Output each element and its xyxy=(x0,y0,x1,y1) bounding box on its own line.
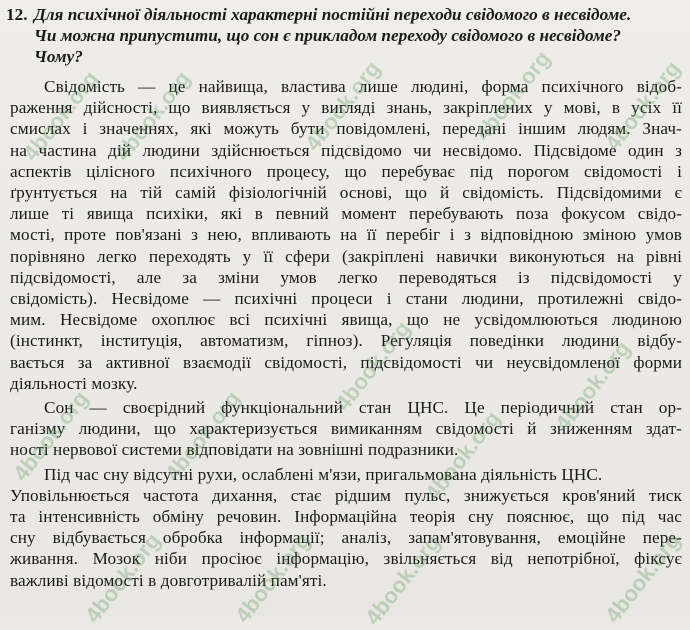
answer-line: свідомість). Несвідоме — психічні процеси і стани людини, протилежні свідо- xyxy=(10,289,682,309)
watermark-text: 4book.org xyxy=(420,406,506,506)
answer-line: Під час сну відсутні рухи, ослаблені м'язи, пригальмована діяльність ЦНС. xyxy=(44,464,603,484)
watermark-text: 4book.org xyxy=(8,386,94,486)
question-number: 12. xyxy=(6,5,28,24)
watermark-text: 4book.org xyxy=(300,56,386,156)
watermark-text: 4book.org xyxy=(600,56,686,156)
answer-block xyxy=(10,76,682,591)
watermark-text: 4book.org xyxy=(470,46,556,146)
question-line-2: Чи можна припустити, що сон є прикладом переходу свідомого в несвідоме? xyxy=(34,26,621,45)
answer-line: ганізму людини, що характеризується вимиканням свідомості й зниженням здат- xyxy=(10,419,682,439)
question-line-3: Чому? xyxy=(34,47,83,66)
watermark-text: 4book.org xyxy=(360,530,446,630)
watermark-text: 4book.org xyxy=(160,386,246,486)
answer-line: вається за активної взаємодії свідомості, підсвідомості чи неусвідомленої форми xyxy=(10,352,682,372)
answer-line: смислах і значеннях, які можуть бути повідомлені, передані іншим людям. Знач- xyxy=(10,119,682,139)
watermark-text: 4book.org xyxy=(230,528,316,628)
answer-line: (інстинкт, інституція, автоматизм, гіпноз). Регуляція поведінки людини відбу- xyxy=(10,331,682,351)
watermark-text: 4book.org xyxy=(600,528,686,628)
answer-line: Сон — своєрідний функціональний стан ЦНС. Це періодичний стан ор- xyxy=(44,398,682,418)
answer-line: мим. Несвідоме охоплює всі психічні явища, що не усвідомлюються людиною xyxy=(10,310,682,330)
question-block xyxy=(6,4,686,67)
answer-line: лише ті явища психіки, які в певний момент перебувають поза фокусом свідо- xyxy=(10,204,682,224)
answer-line: підсвідомості, але за зміни умов легко переводяться із підсвідомості у xyxy=(10,267,682,287)
question-line-1 xyxy=(6,4,686,25)
answer-line: живання. Мозок ніби просіює інформацію, звільняється від непотрібної, фіксує xyxy=(10,549,682,569)
answer-line: та інтенсивність обміну речовин. Інформаційна теорія сну пояснює, що під час xyxy=(10,507,682,527)
answer-line: аспектів цілісного психічного процесу, що перебуває під порогом свідомості і xyxy=(10,161,682,181)
watermark-text: 4book.org xyxy=(80,528,166,628)
watermark-text: 4book.org xyxy=(330,316,416,416)
answer-line: діяльності мозку. xyxy=(10,373,138,393)
answer-line: ності нервової системи відповідати на зовнішні подразники. xyxy=(10,440,459,460)
answer-line: сну відбувається обробка інформації; аналіз, запам'ятовування, емоційне пере- xyxy=(10,528,682,548)
answer-line: на частина дій людини здійснюється підсвідомо чи несвідомо. Підсвідоме один з xyxy=(10,140,682,160)
answer-line: порівняно легко переходять у її сфери (закріплені навички виконуються на рівні xyxy=(10,246,682,266)
answer-line: ґрунтується на тій самій фізіологічній основі, що й свідомість. Підсвідомими є xyxy=(10,183,682,203)
answer-line: Уповільнюється частота дихання, стає рідшим пульс, знижується кров'яний тиск xyxy=(10,485,682,505)
answer-line: важливі відомості в довготривалій пам'яті. xyxy=(10,570,327,590)
question-text-1: Для психічної діяльності характерні постійні переходи свідомого в несвідоме. xyxy=(34,5,632,24)
watermark-text: 4book.org xyxy=(110,66,196,166)
answer-line: мості, проте пов'язані з нею, впливають на її перебіг і з відповідною зміною умов xyxy=(10,225,682,245)
answer-line: раження дійсності, що виявляється у вигляді знань, закріплених у мові, в усіх її xyxy=(10,98,682,118)
watermark-text: 4book.org xyxy=(550,336,636,436)
answer-line: Свідомість — це найвища, властива лише людині, форма психічного відоб- xyxy=(44,77,682,96)
watermark-text: 4book.org xyxy=(18,66,104,166)
